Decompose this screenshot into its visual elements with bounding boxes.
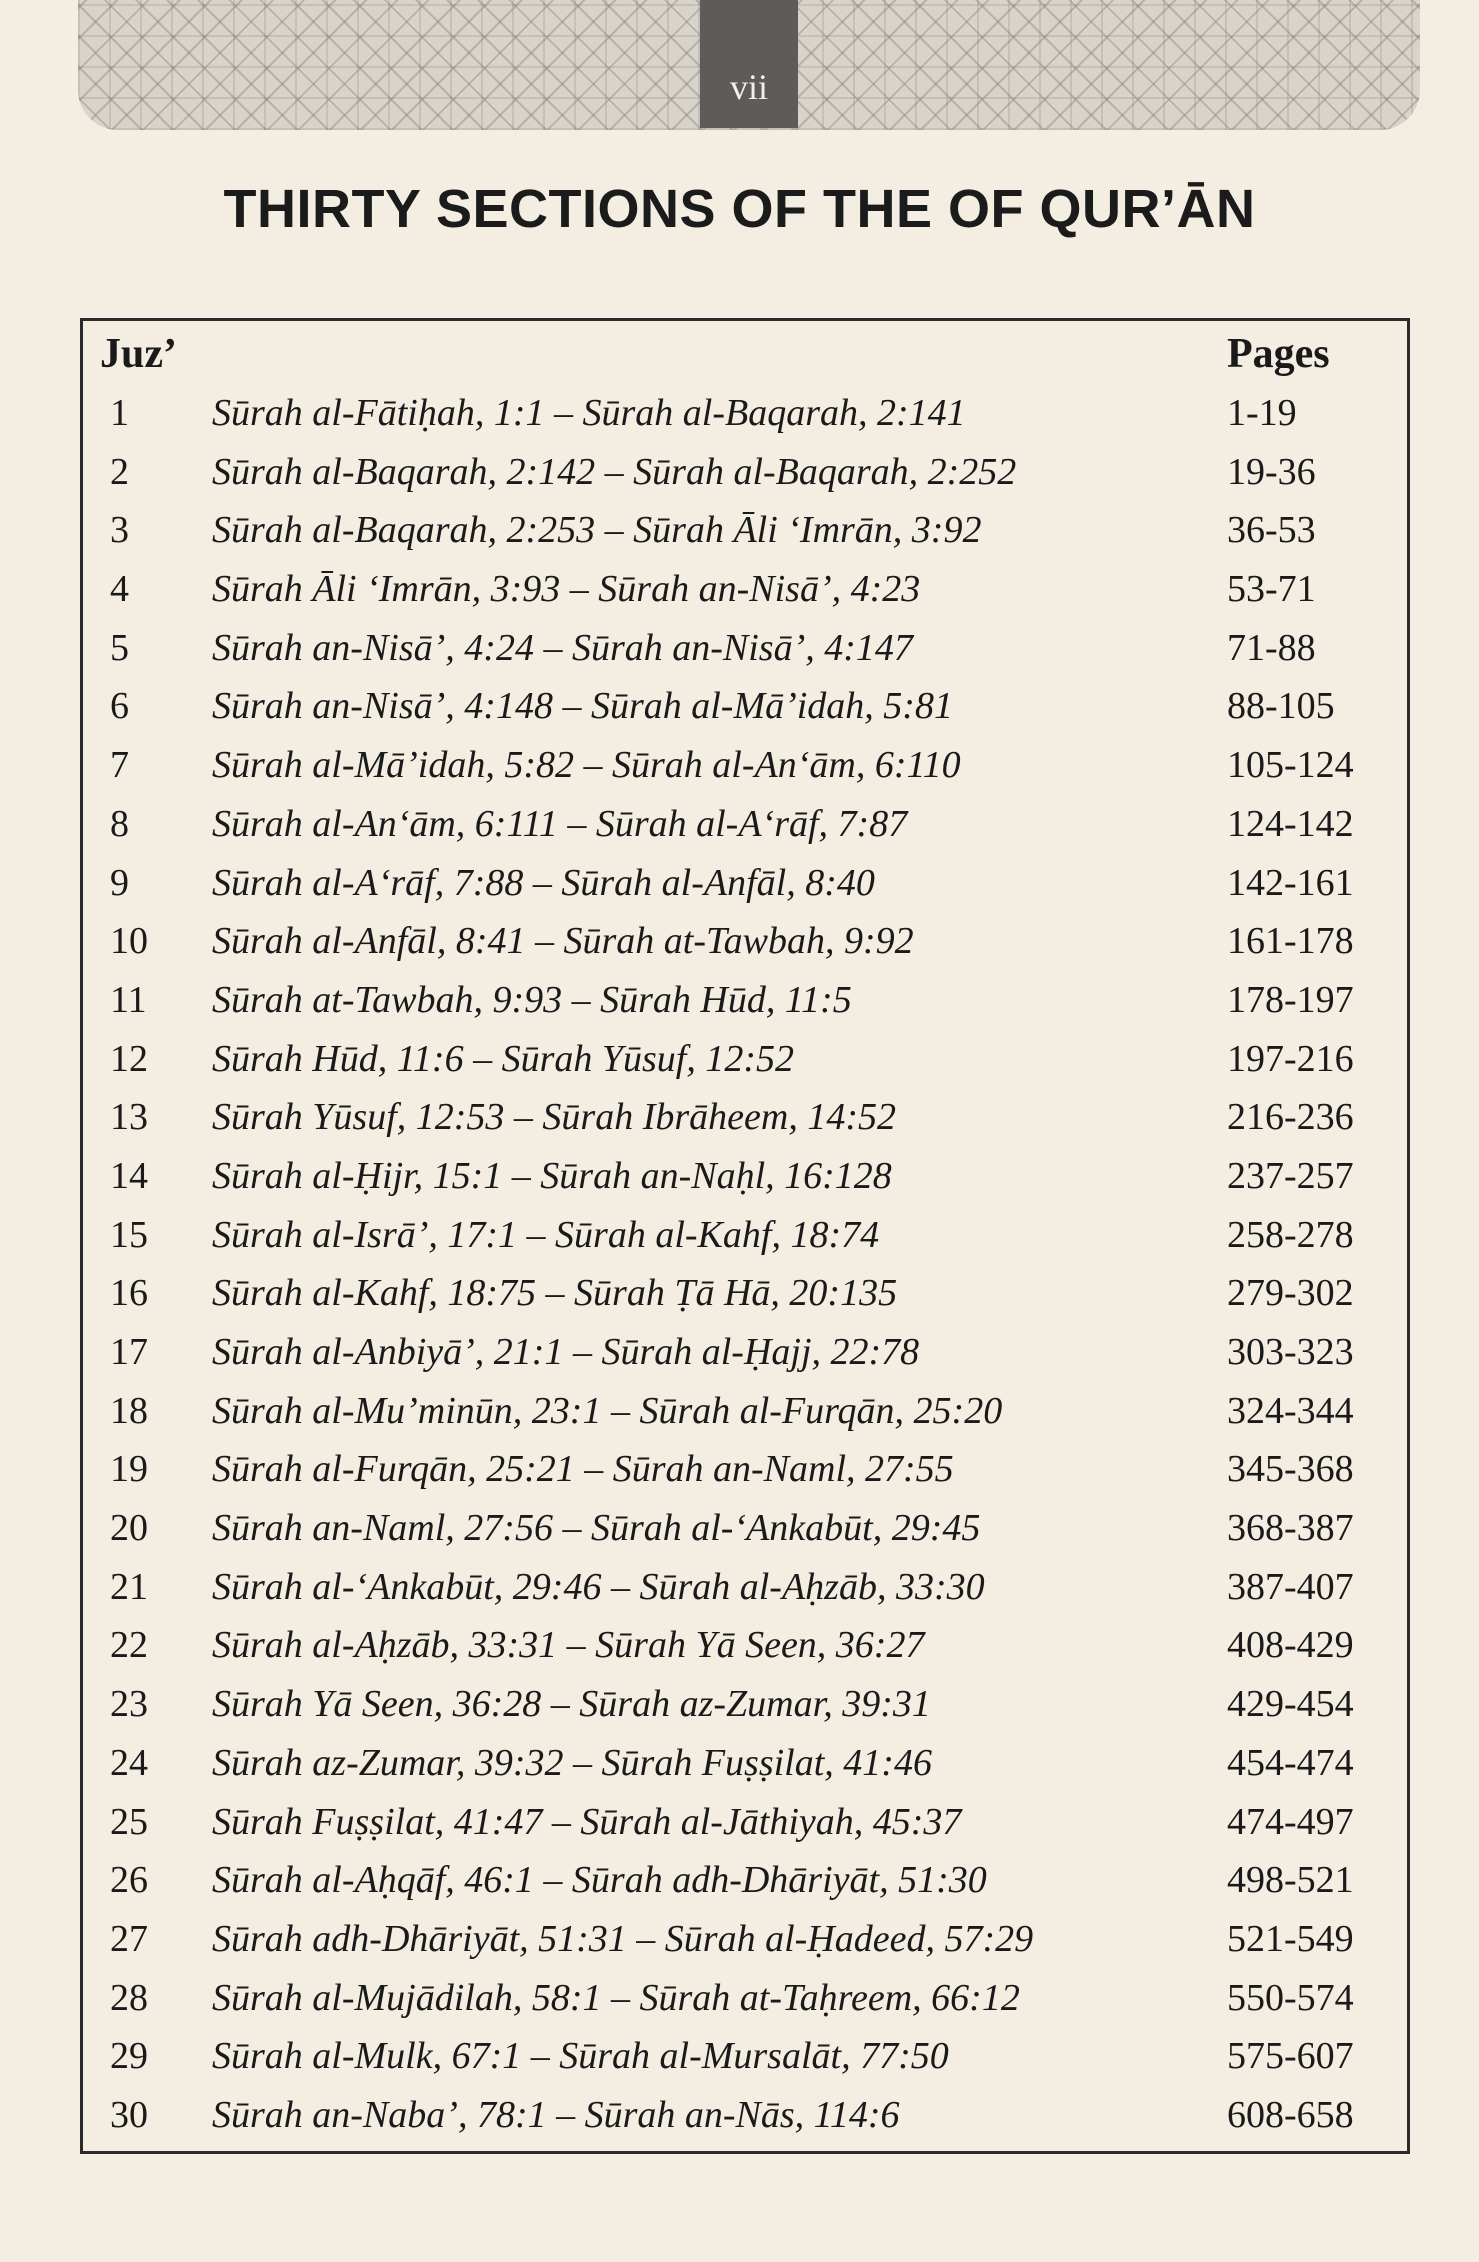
table-row — [80, 619, 1410, 678]
juz-number: 28 — [110, 1976, 148, 2019]
juz-number: 2 — [110, 450, 129, 493]
page-range: 71-88 — [1227, 626, 1316, 669]
table-row — [80, 971, 1410, 1030]
juz-number: 5 — [110, 626, 129, 669]
table-row — [80, 1206, 1410, 1265]
page-range: 178-197 — [1227, 978, 1354, 1021]
surah-range: Sūrah Yā Seen, 36:28 – Sūrah az-Zumar, 39:31 — [212, 1683, 931, 1726]
juz-number: 14 — [110, 1154, 148, 1197]
table-row — [80, 2086, 1410, 2145]
surah-range: Sūrah al-An‘ām, 6:111 – Sūrah al-A‘rāf, 7:87 — [212, 802, 908, 845]
surah-range: Sūrah al-Isrā’, 17:1 – Sūrah al-Kahf, 18:74 — [212, 1213, 880, 1256]
page-number-tab — [700, 0, 798, 128]
column-header-juz: Juz’ — [100, 331, 177, 377]
page-range: 387-407 — [1227, 1565, 1354, 1608]
surah-range: Sūrah Āli ‘Imrān, 3:93 – Sūrah an-Nisā’, 4:23 — [212, 568, 921, 611]
table-row — [80, 1147, 1410, 1206]
table-row — [80, 1030, 1410, 1089]
surah-range: Sūrah al-Aḥqāf, 46:1 – Sūrah adh-Dhāriyāt, 51:30 — [212, 1859, 987, 1902]
surah-range: Sūrah al-‘Ankabūt, 29:46 – Sūrah al-Aḥzāb, 33:30 — [212, 1565, 985, 1608]
page-number: vii — [729, 67, 768, 107]
page-range: 408-429 — [1227, 1624, 1354, 1667]
table-row — [80, 1734, 1410, 1793]
page-range: 429-454 — [1227, 1683, 1354, 1726]
surah-range: Sūrah Yūsuf, 12:53 – Sūrah Ibrāheem, 14:52 — [212, 1096, 896, 1139]
surah-range: Sūrah az-Zumar, 39:32 – Sūrah Fuṣṣilat, 41:46 — [212, 1741, 932, 1784]
page-range: 36-53 — [1227, 509, 1316, 552]
page-range: 368-387 — [1227, 1507, 1354, 1550]
table-row — [80, 795, 1410, 854]
table-row — [80, 560, 1410, 619]
page-range: 258-278 — [1227, 1213, 1354, 1256]
juz-number: 15 — [110, 1213, 148, 1256]
juz-number: 12 — [110, 1037, 148, 1080]
juz-number: 24 — [110, 1741, 148, 1784]
table-row — [80, 2027, 1410, 2086]
table-row — [80, 1499, 1410, 1558]
page-range: 303-323 — [1227, 1331, 1354, 1373]
surah-range: Sūrah at-Tawbah, 9:93 – Sūrah Hūd, 11:5 — [212, 978, 852, 1021]
juz-number: 10 — [110, 920, 148, 963]
surah-range: Sūrah al-Mulk, 67:1 – Sūrah al-Mursalāt, 77:50 — [212, 2035, 949, 2078]
surah-range: Sūrah al-Anfāl, 8:41 – Sūrah at-Tawbah, 9:92 — [212, 920, 914, 963]
surah-range: Sūrah al-Aḥzāb, 33:31 – Sūrah Yā Seen, 36:27 — [212, 1624, 925, 1667]
surah-range: Sūrah al-Fātiḥah, 1:1 – Sūrah al-Baqarah, 2:141 — [212, 392, 966, 434]
table-row — [80, 1616, 1410, 1675]
table-row — [80, 912, 1410, 971]
surah-range: Sūrah al-A‘rāf, 7:88 – Sūrah al-Anfāl, 8:40 — [212, 861, 875, 904]
page-range: 237-257 — [1227, 1154, 1354, 1197]
table-row — [80, 677, 1410, 736]
page-title: THIRTY SECTIONS OF THE OF QUR’ĀN — [223, 179, 1256, 239]
page-range: 324-344 — [1227, 1389, 1354, 1432]
page-range: 575-607 — [1227, 2035, 1354, 2078]
surah-range: Sūrah al-Furqān, 25:21 – Sūrah an-Naml, 27:55 — [212, 1448, 954, 1491]
table-row — [80, 1851, 1410, 1910]
juz-number: 4 — [110, 568, 129, 611]
page-range: 454-474 — [1227, 1741, 1354, 1784]
juz-number: 25 — [110, 1800, 148, 1843]
page-range: 197-216 — [1227, 1037, 1354, 1080]
table-row — [80, 1969, 1410, 2028]
juz-number: 26 — [110, 1859, 148, 1902]
juz-number: 6 — [110, 685, 129, 728]
juz-number: 18 — [110, 1389, 148, 1432]
juz-number: 13 — [110, 1096, 148, 1139]
table-row — [80, 1793, 1410, 1852]
page-range: 608-658 — [1227, 2093, 1354, 2136]
page-range: 216-236 — [1227, 1096, 1354, 1139]
juz-number: 29 — [110, 2035, 148, 2078]
table-row — [80, 1088, 1410, 1147]
table-row — [80, 384, 1410, 443]
table-row — [80, 1558, 1410, 1617]
surah-range: Sūrah adh-Dhāriyāt, 51:31 – Sūrah al-Ḥadeed, 57:29 — [212, 1917, 1034, 1960]
juz-number: 1 — [110, 392, 129, 434]
table-row — [80, 501, 1410, 560]
page-range: 550-574 — [1227, 1976, 1354, 2019]
surah-range: Sūrah an-Nisā’, 4:148 – Sūrah al-Mā’idah, 5:81 — [212, 685, 953, 728]
juz-number: 19 — [110, 1448, 148, 1491]
page-range: 124-142 — [1227, 802, 1354, 845]
surah-range: Sūrah al-Kahf, 18:75 – Sūrah Ṭā Hā, 20:135 — [212, 1272, 898, 1315]
surah-range: Sūrah al-Mā’idah, 5:82 – Sūrah al-An‘ām, 6:110 — [212, 744, 961, 787]
surah-range: Sūrah an-Nisā’, 4:24 – Sūrah an-Nisā’, 4:147 — [212, 626, 913, 669]
column-header-pages: Pages — [1227, 331, 1330, 377]
page-range: 345-368 — [1227, 1448, 1354, 1491]
surah-range: Sūrah Fuṣṣilat, 41:47 – Sūrah al-Jāthiyah, 45:37 — [212, 1800, 962, 1843]
surah-range: Sūrah an-Naml, 27:56 – Sūrah al-‘Ankabūt, 29:45 — [212, 1507, 981, 1550]
table-row — [80, 443, 1410, 502]
surah-range: Sūrah al-Baqarah, 2:253 – Sūrah Āli ‘Imrān, 3:92 — [212, 509, 982, 552]
surah-range: Sūrah al-Baqarah, 2:142 – Sūrah al-Baqarah, 2:252 — [212, 450, 1017, 493]
table-row — [80, 854, 1410, 913]
surah-range: Sūrah al-Anbiyā’, 21:1 – Sūrah al-Ḥajj, 22:78 — [212, 1331, 920, 1373]
page-range: 498-521 — [1227, 1859, 1354, 1902]
surah-range: Sūrah Hūd, 11:6 – Sūrah Yūsuf, 12:52 — [212, 1037, 794, 1080]
page-range: 142-161 — [1227, 861, 1354, 904]
juz-number: 7 — [110, 744, 129, 787]
table-row — [80, 1382, 1410, 1441]
juz-number: 17 — [110, 1331, 148, 1373]
page-range: 53-71 — [1227, 568, 1316, 611]
juz-number: 11 — [110, 978, 147, 1021]
page-range: 279-302 — [1227, 1272, 1354, 1315]
juz-number: 16 — [110, 1272, 148, 1315]
juz-number: 3 — [110, 509, 129, 552]
juz-number: 30 — [110, 2093, 148, 2136]
page-range: 88-105 — [1227, 685, 1335, 728]
juz-number: 9 — [110, 861, 129, 904]
page-range: 521-549 — [1227, 1917, 1354, 1960]
page-range: 19-36 — [1227, 450, 1316, 493]
page-range: 474-497 — [1227, 1800, 1354, 1843]
juz-number: 23 — [110, 1683, 148, 1726]
juz-number: 20 — [110, 1507, 148, 1550]
surah-range: Sūrah al-Mujādilah, 58:1 – Sūrah at-Taḥreem, 66:12 — [212, 1976, 1020, 2019]
table-row — [80, 736, 1410, 795]
surah-range: Sūrah al-Mu’minūn, 23:1 – Sūrah al-Furqān, 25:20 — [212, 1389, 1003, 1432]
table-row — [80, 1323, 1410, 1382]
table-row — [80, 1675, 1410, 1734]
juz-number: 21 — [110, 1565, 148, 1608]
page-range: 1-19 — [1227, 392, 1297, 434]
page-range: 105-124 — [1227, 744, 1354, 787]
surah-range: Sūrah an-Naba’, 78:1 – Sūrah an-Nās, 114:6 — [212, 2093, 900, 2136]
page-range: 161-178 — [1227, 920, 1354, 963]
table-row — [80, 1264, 1410, 1323]
juz-number: 8 — [110, 802, 129, 845]
surah-range: Sūrah al-Ḥijr, 15:1 – Sūrah an-Naḥl, 16:128 — [212, 1154, 892, 1197]
juz-number: 22 — [110, 1624, 148, 1667]
juz-table-body — [80, 384, 1410, 2145]
table-row — [80, 1910, 1410, 1969]
juz-number: 27 — [110, 1917, 148, 1960]
table-row — [80, 1440, 1410, 1499]
